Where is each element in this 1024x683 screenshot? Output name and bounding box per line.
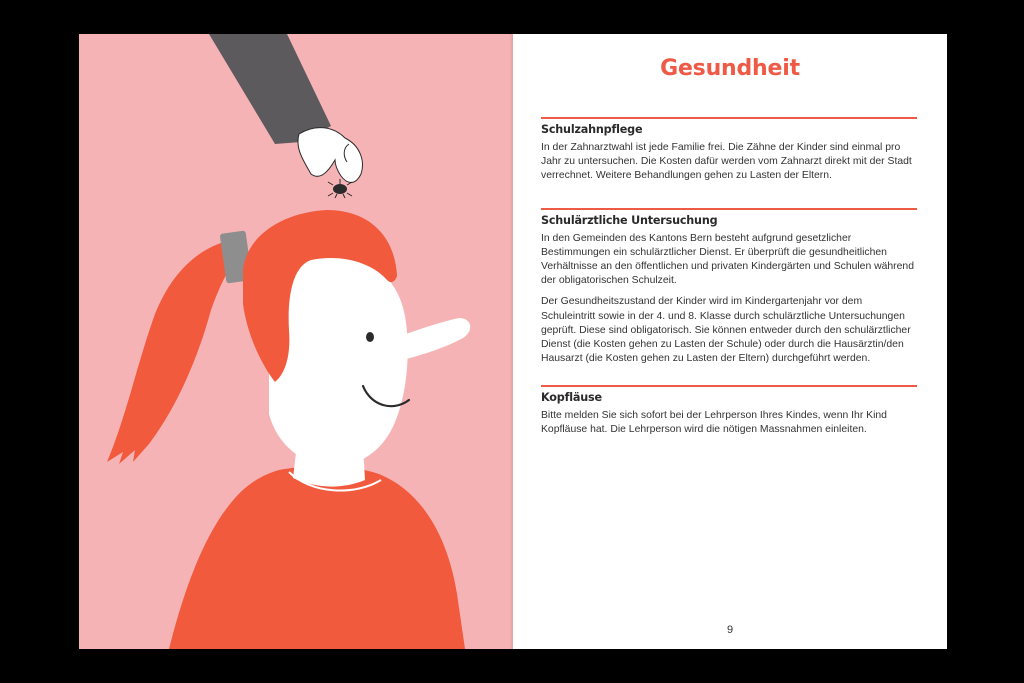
section-paragraph: In der Zahnarztwahl ist jede Familie frei. Die Zähne der Kinder sind einmal pro Jahr zu untersuchen. Die Kosten dafür werden vom Zahnarzt direkt mit der Stadt verrechnet. Weitere Behandlungen gehen zu Lasten der Eltern. bbox=[541, 141, 912, 181]
section-heading: Kopfläuse bbox=[541, 390, 602, 404]
booklet-spread bbox=[79, 34, 947, 649]
page-number: 9 bbox=[726, 624, 734, 636]
section-kopflause bbox=[541, 385, 917, 444]
sleeve-icon bbox=[209, 34, 331, 144]
girl-illustration bbox=[79, 34, 513, 649]
section-heading: Schulärztliche Untersuchung bbox=[541, 213, 718, 227]
illustration-page bbox=[79, 34, 513, 649]
section-divider bbox=[541, 208, 917, 210]
section-divider bbox=[541, 385, 917, 387]
text-page bbox=[513, 34, 947, 649]
section-schulzahnpflege bbox=[541, 117, 917, 190]
shirt bbox=[169, 466, 465, 649]
section-paragraph: Der Gesundheitszustand der Kinder wird im Kindergartenjahr vor dem Schuleintritt sowie in der 4. und 8. Klasse durch schulärztliche Untersuchungen geprüft. Diese sind obligatorisch. Sie können entweder durch den schulärztlicher Dienst (die Kosten gehen zu Lasten der Schule) oder durch die Hausärztin/den Hausarzt (die Kosten gehen zu Lasten der Eltern) durchgeführt werden. bbox=[541, 296, 911, 365]
section-paragraph: In den Gemeinden des Kantons Bern besteht aufgrund gesetzlicher Bestimmungen ein schulärztlicher Dienst. Er überprüft die gesundheitlichen Verhältnisse an den öffentlichen und privaten Kindergärten und Schulen während der obligatorischen Schulzeit. bbox=[541, 232, 914, 287]
section-schularztliche-untersuchung bbox=[541, 208, 917, 373]
section-paragraph: Bitte melden Sie sich sofort bei der Lehrperson Ihres Kindes, wenn Ihr Kind Kopfläuse hat. Die Lehrperson wird die nötigen Massnahmen einleiten. bbox=[541, 409, 887, 435]
hand-icon bbox=[298, 128, 363, 183]
section-heading: Schulzahnpflege bbox=[541, 122, 643, 136]
section-divider bbox=[541, 117, 917, 119]
page-title: Gesundheit bbox=[660, 56, 800, 81]
